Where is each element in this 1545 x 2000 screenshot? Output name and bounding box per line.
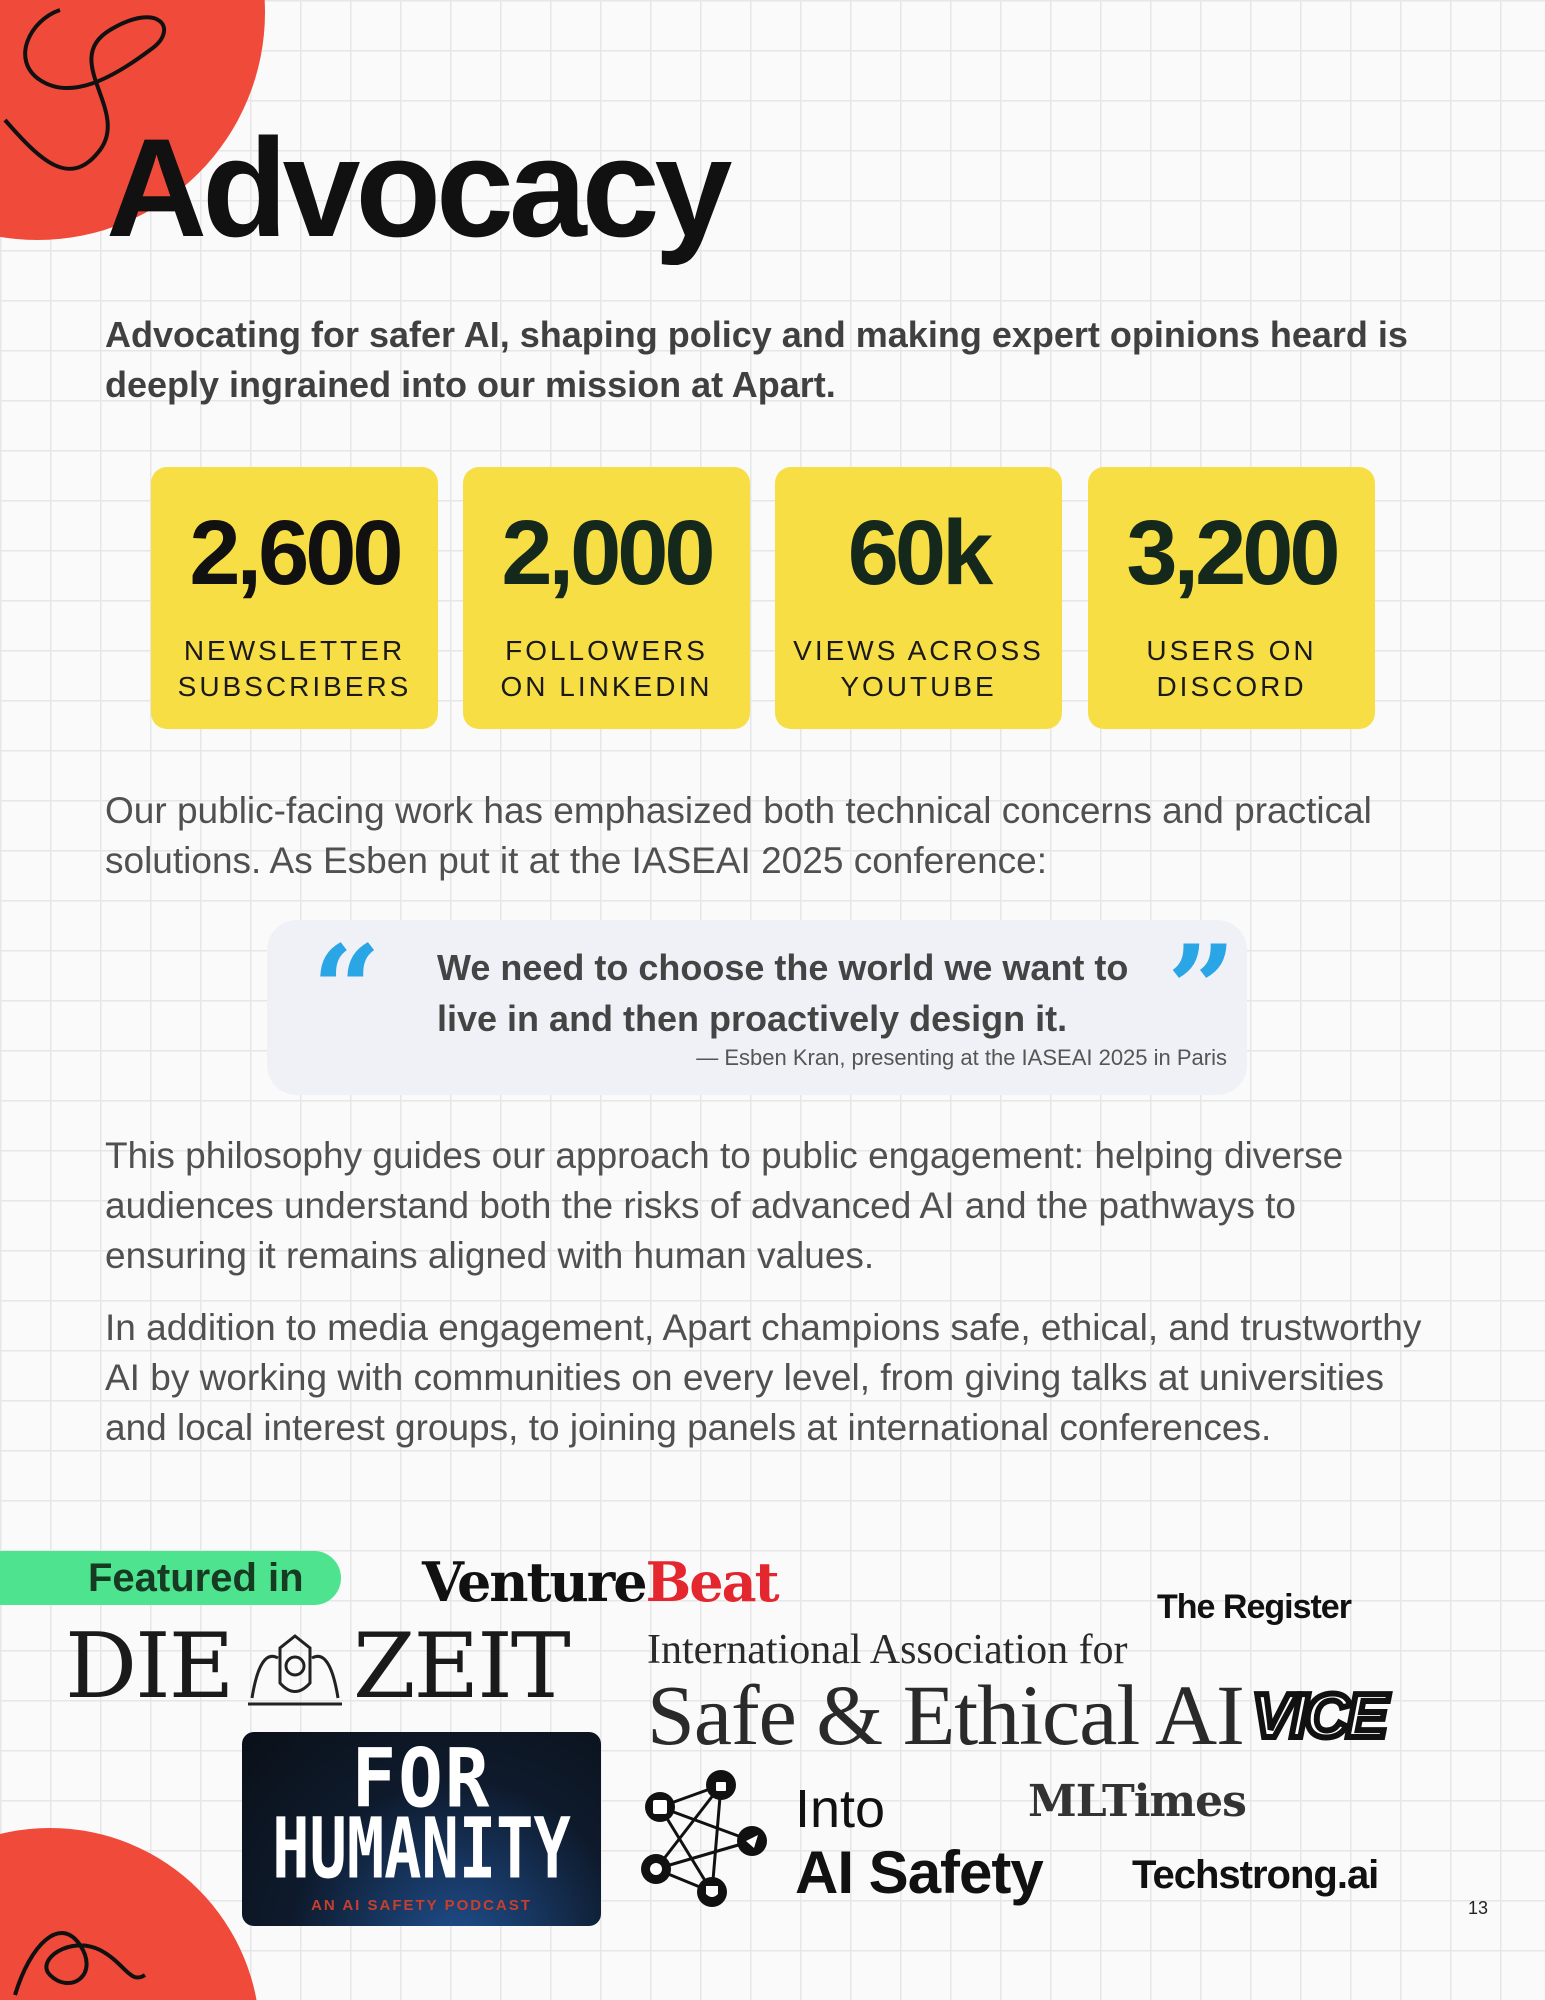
network-graph-icon [640, 1770, 770, 1910]
iaseai-logo-line2: Safe & Ethical AI [647, 1667, 1244, 1763]
stat-card-linkedin [463, 467, 750, 729]
die-zeit-logo-zeit: ZEIT [353, 1614, 569, 1719]
philosophy-paragraph: This philosophy guides our approach to public engagement: helping diverse audiences understand both the risks of advanced AI and the pathways to ensuring it remains aligned with human values. [105, 1135, 1344, 1276]
stat-card-youtube [775, 467, 1062, 729]
stat-card-newsletter [151, 467, 438, 729]
stat-value: 3,200 [1126, 502, 1337, 604]
venturebeat-beat: Beat [645, 1550, 778, 1614]
close-quote-icon: ” [1167, 919, 1237, 1060]
featured-in-label: Featured in [88, 1556, 304, 1600]
featured-in-pill [0, 1551, 341, 1605]
zeit-crest-icon [240, 1628, 350, 1710]
mltimes-logo: MLTimes [1028, 1776, 1246, 1827]
stat-label: NEWSLETTER SUBSCRIBERS [177, 635, 412, 702]
quote-text: We need to choose the world we want to live in and then proactively design it. [437, 947, 1129, 1039]
page-title: Advocacy [106, 109, 728, 266]
engagement-paragraph: In addition to media engagement, Apart champions safe, ethical, and trustworthy AI by working with communities on every level, from giving talks at universities and local interest groups, to joining panels at international conferences. [105, 1307, 1422, 1448]
stat-label: USERS ON DISCORD [1146, 635, 1317, 702]
stat-value: 2,600 [189, 502, 400, 604]
quote-box [267, 920, 1247, 1095]
page-number: 13 [1468, 1898, 1489, 1918]
techstrong-logo: Techstrong.ai [1132, 1853, 1379, 1897]
for-humanity-subtitle: AN AI SAFETY PODCAST [311, 1897, 532, 1914]
open-quote-icon: “ [312, 919, 382, 1060]
stat-label: FOLLOWERS ON LINKEDIN [500, 635, 713, 702]
stat-value: 2,000 [501, 502, 712, 604]
venturebeat-logo [422, 1550, 778, 1614]
stat-card-discord [1088, 467, 1375, 729]
for-humanity-line1: FOR [351, 1732, 492, 1827]
swirl-icon-bottom [10, 1905, 150, 2000]
quote-attribution: — Esben Kran, presenting at the IASEAI 2025 in Paris [696, 1045, 1227, 1070]
stat-value: 60k [847, 502, 990, 604]
for-humanity-logo [242, 1732, 601, 1926]
the-register-logo: The Register [1157, 1588, 1351, 1626]
into-ai-safety-logo-main: AI Safety [795, 1839, 1043, 1906]
stat-label: VIEWS ACROSS YOUTUBE [793, 635, 1044, 702]
iaseai-logo-line1: International Association for [647, 1627, 1128, 1673]
for-humanity-line2: HUMANITY [272, 1799, 571, 1898]
intro-paragraph: Our public-facing work has emphasized both technical concerns and practical solutions. As Esben put it at the IASEAI 2025 conference: [105, 790, 1372, 881]
into-ai-safety-logo-into: Into [795, 1779, 886, 1839]
die-zeit-logo-die: DIE [65, 1614, 233, 1719]
lead-paragraph: Advocating for safer AI, shaping policy and making expert opinions heard is deeply ingrained into our mission at Apart. [105, 314, 1408, 405]
venturebeat-venture: Venture [422, 1550, 646, 1614]
vice-logo: VICE [1252, 1682, 1385, 1751]
